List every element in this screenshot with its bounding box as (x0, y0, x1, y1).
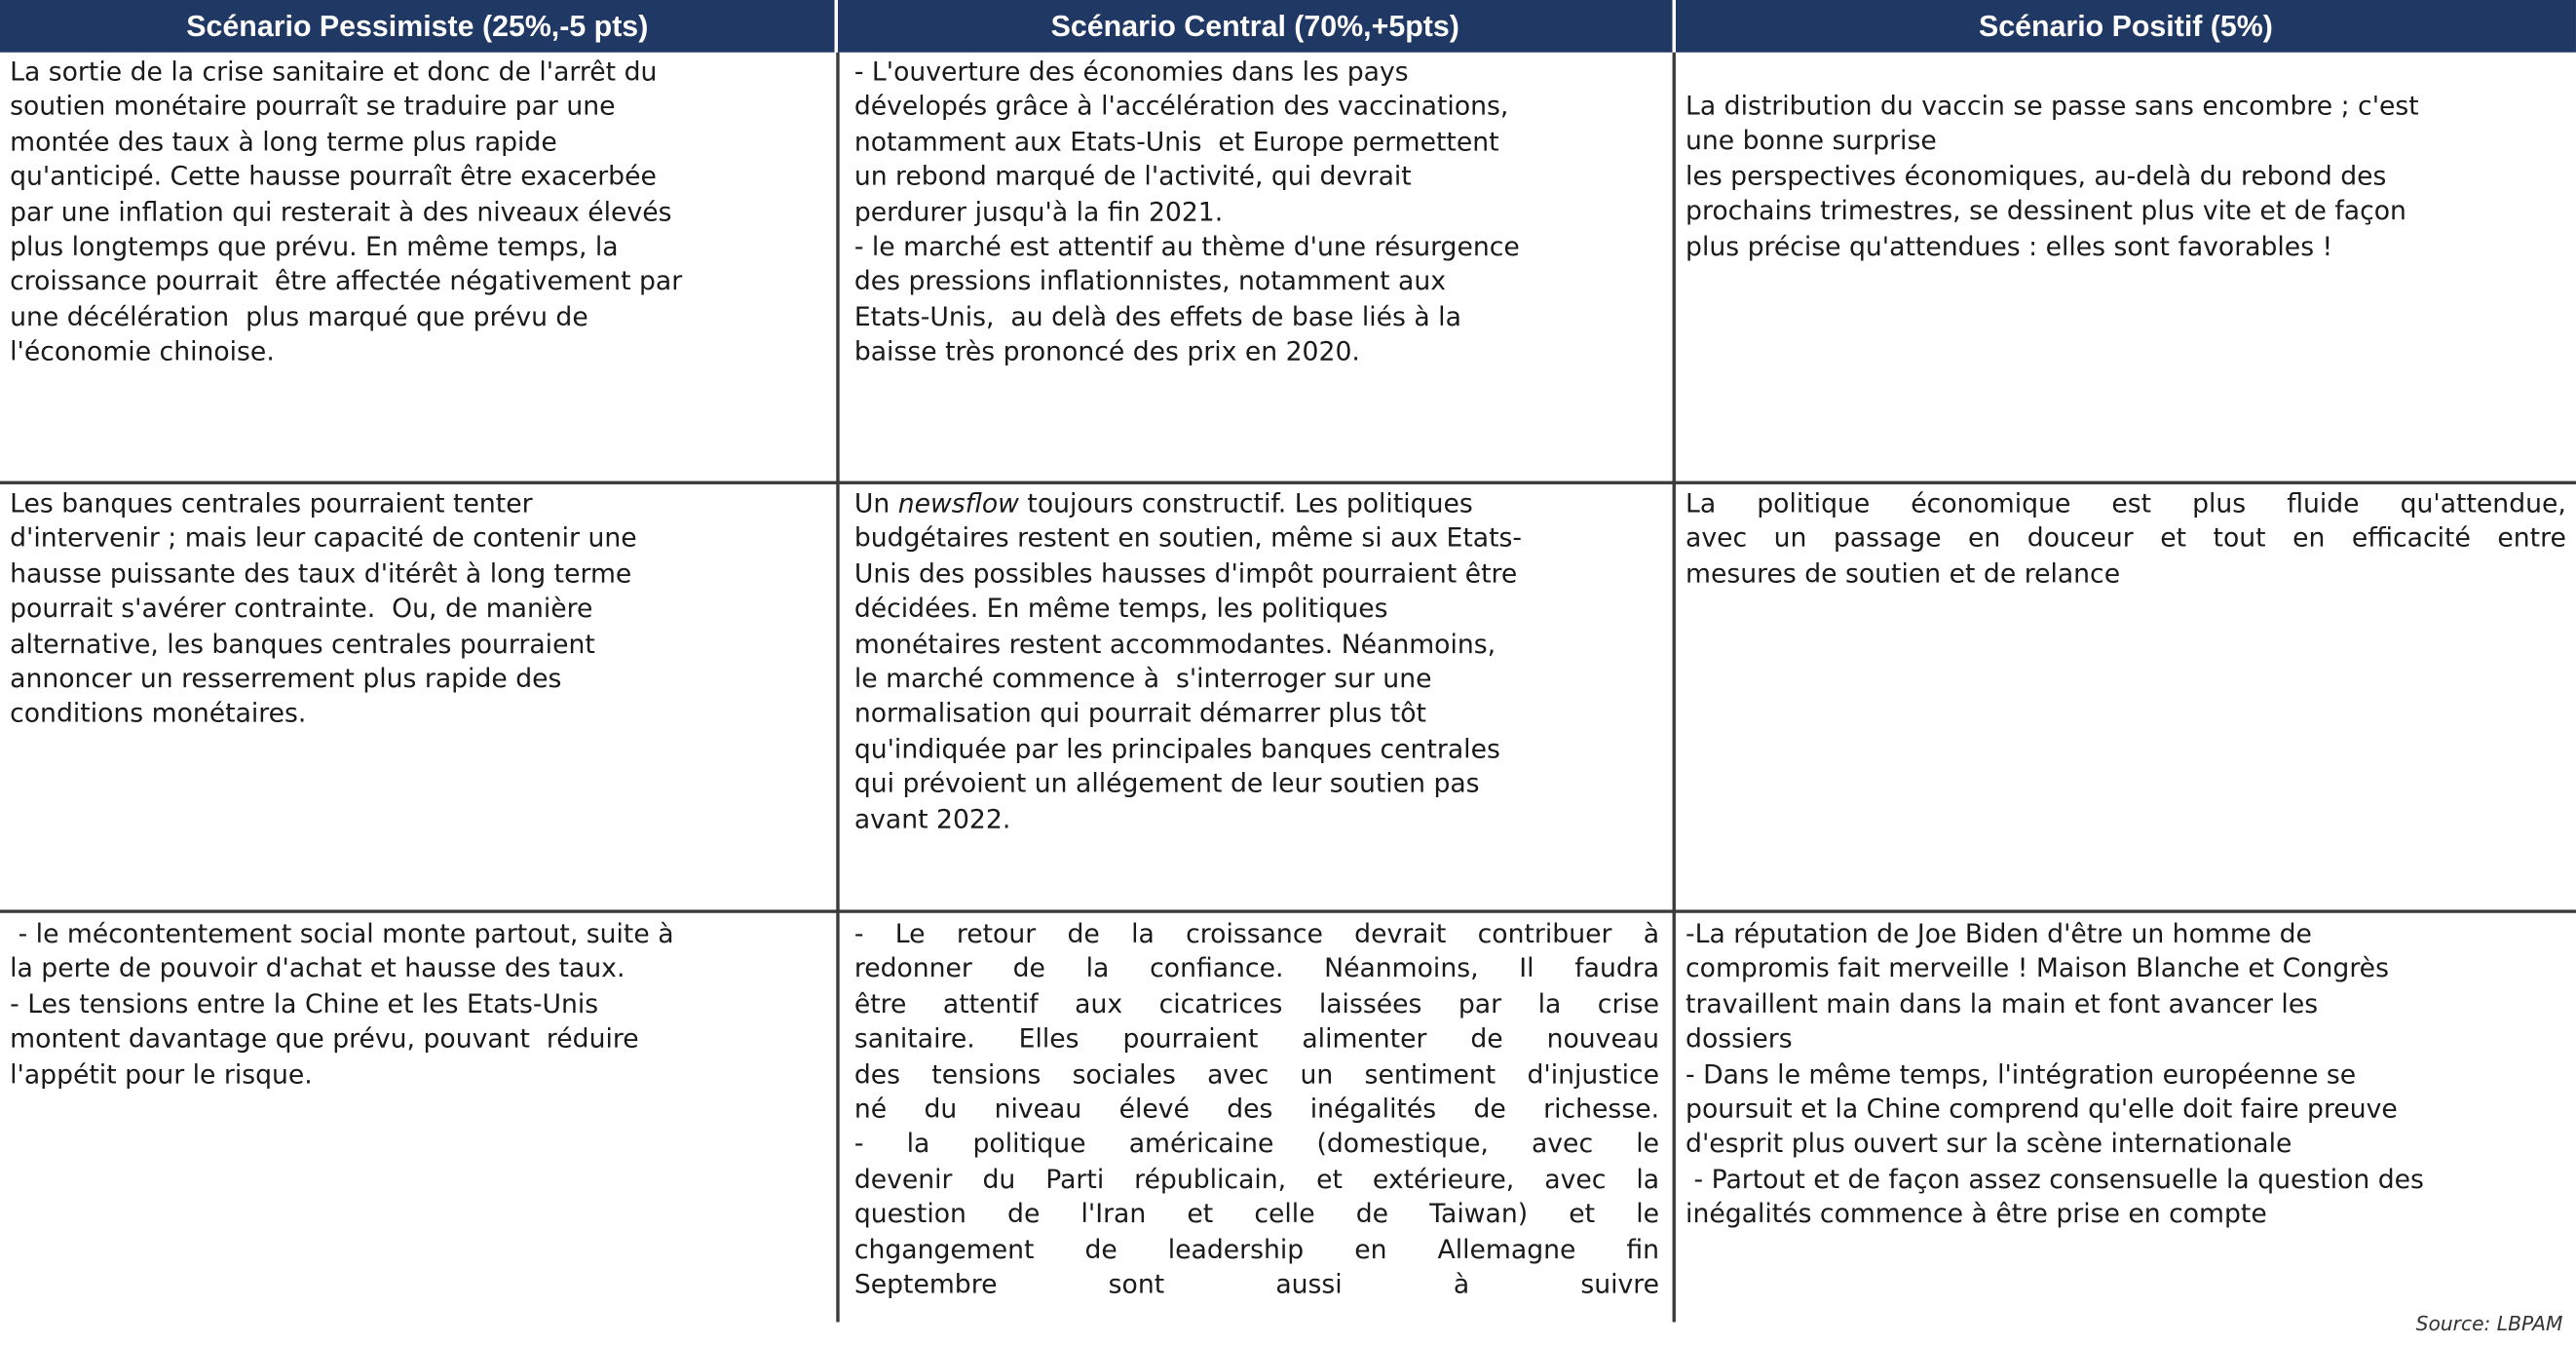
cell-line: chgangement de leadership en Allemagne fin (853, 1233, 1660, 1264)
cell-r2-pessimiste: Les banques centrales pourraient tenter d'intervenir ; mais leur capacité de contenir une hausse puissante des taux d'itérêt à long terme pourrait s'avérer contrainte. Ou, de manière alternative, les banques centrales pourraient annoncer un resserrement plus rapide des conditions monétaires. (10, 487, 637, 729)
header-divider (1673, 0, 1676, 53)
row-divider (0, 909, 2576, 912)
cell-line: devenir du Parti républicain, et extérieure, avec la (853, 1163, 1660, 1195)
cell-line: La politique économique est plus fluide qu'attendue, (1686, 487, 2566, 519)
cell-line: question de l'Iran et celle de Taiwan) et le (853, 1198, 1660, 1229)
cell-r1-positif: La distribution du vaccin se passe sans encombre ; c'est une bonne surprise les perspectives économiques, au-delà du rebond des prochains trimestres, se dessinent plus vite et de façon plus précise qu'attendues : elles sont favorables ! (1686, 90, 2419, 261)
cell-r1-central: - L'ouverture des économies dans les pays dévelopés grâce à l'accélération des vaccinations, notamment aux Etats-Unis et Europe permettent un rebond marqué de l'activité, qui devrait perdurer jusqu'à la fin 2021. - le marché est attentif au thème d'une résurgence des pressions inflationnistes, notamment aux Etats-Unis, au delà des effets de base liés à la baisse très prononcé des prix en 2020. (853, 56, 1520, 367)
cell-line: né du niveau élevé des inégalités de richesse. (853, 1093, 1660, 1125)
source-note: Source: LBPAM (2415, 1312, 2563, 1335)
cell-line: sanitaire. Elles pourraient alimenter de nouveau (853, 1022, 1660, 1055)
cell-r3-pessimiste: - le mécontentement social monte partout, suite à la perte de pouvoir d'achat et hausse des taux. - Les tensions entre la Chine et les Etats-Unis montent davantage que prévu, pouvant réduire l'appétit pour le risque. (10, 917, 674, 1090)
cell-line: - Le retour de la croissance devrait contribuer à (853, 917, 1660, 949)
cell-r2-positif (1686, 486, 2566, 592)
cell-r3-central (854, 916, 1659, 1301)
cell-line: redonner de la confiance. Néanmoins, Il faudra (853, 952, 1660, 984)
cell-r1-pessimiste: La sortie de la crise sanitaire et donc de l'arrêt du soutien monétaire pourraît se traduire par une montée des taux à long terme plus rapide qu'anticipé. Cette hausse pourraît être exacerbée par une inflation qui resterait à des niveaux élevés plus longtemps que prévu. En même temps, la croissance pourrait être affectée négativement par une décélération plus marqué que prévu de l'économie chinoise. (10, 56, 683, 367)
cell-r2-central (854, 486, 1666, 836)
row-divider (0, 481, 2576, 484)
column-divider (836, 53, 839, 1323)
cell-line: Septembre sont aussi à suivre (853, 1267, 1660, 1299)
cell-r2-central-italic: newsflow (897, 487, 1019, 519)
column-divider (1673, 53, 1676, 1323)
header-central: Scénario Central (70%,+5pts) (838, 0, 1673, 53)
cell-line: avec un passage en douceur et tout en efficacité entre (1686, 522, 2566, 555)
cell-line: - la politique américaine (domestique, avec le (853, 1128, 1660, 1160)
cell-r2-central-text: toujours constructif. Les politiques budgétaires restent en soutien, même si aux Etats- Unis des possibles hausses d'impôt pourraient être décidées. En même temps, les politiques monétaires restent accommodantes. Néanmoins, le marché commence à s'interroger sur une normalisation qui pourrait démarrer plus tôt qu'indiquée par les principales banques centrales qui prévoient un allégement de leur soutien pas avant 2022. (853, 487, 1523, 834)
cell-line: mesures de soutien et de relance (1686, 557, 2121, 590)
header-divider (835, 0, 838, 53)
cell-line: être attentif aux cicatrices laissées par la crise (853, 987, 1660, 1019)
header-positif: Scénario Positif (5%) (1676, 0, 2576, 53)
cell-r2-central-intro: Un (853, 487, 898, 519)
cell-r3-positif: -La réputation de Joe Biden d'être un homme de compromis fait merveille ! Maison Blanche et Congrès travaillent main dans la main et font avancer les dossiers - Dans le même temps, l'intégration européenne se poursuit et la Chine comprend qu'elle doit faire preuve d'esprit plus ouvert sur la scène internationale - Partout et de façon assez consensuelle la question des inégalités commence à être prise en compte (1686, 917, 2424, 1230)
header-pessimiste: Scénario Pessimiste (25%,-5 pts) (0, 0, 835, 53)
cell-line: des tensions sociales avec un sentiment d'injustice (853, 1057, 1660, 1090)
